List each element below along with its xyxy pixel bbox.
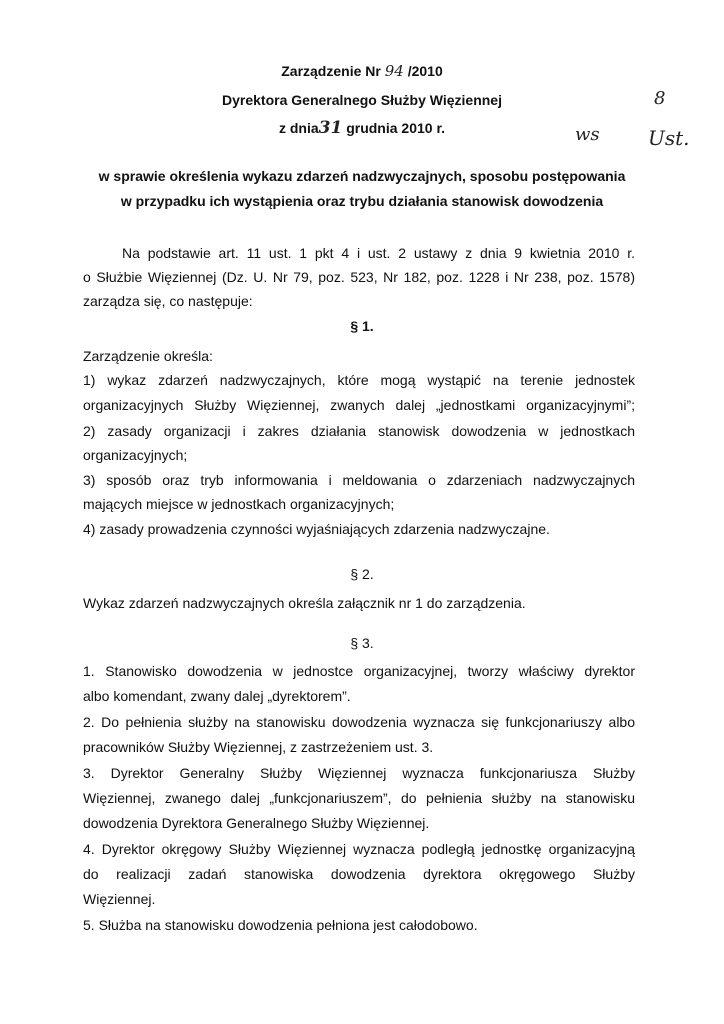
date-line [0,118,724,138]
section-1-item-4: 4) zasady prowadzenia czynności wyjaśniających zdarzenia nadzwyczajne. [83,521,550,537]
section-1-item-2a: 2) zasady organizacji i zakres działania stanowisk dowodzenia w jednostkach [83,423,635,439]
section-1-item-1b: organizacyjnych Służby Więziennej, zwanych dalej „jednostkami organizacyjnymi”; [83,397,635,413]
title-prefix: Zarządzenie Nr [281,63,381,79]
section-3-para-3b: Więziennej, zwanego dalej „funkcjonariuszem”, do pełnienia służby na stanowisku [83,790,635,806]
section-1-item-3b: mających miejsce w jednostkach organizacyjnych; [83,496,395,512]
section-3-para-1a: 1. Stanowisko dowodzenia w jednostce organizacyjnej, tworzy właściwy dyrektor [83,663,635,679]
section-1-intro: Zarządzenie określa: [83,348,213,364]
section-3-heading: § 3. [350,635,374,651]
preamble-line-3: zarządza się, co następuje: [83,293,253,309]
section-2-text: Wykaz zdarzeń nadzwyczajnych określa załącznik nr 1 do zarządzenia. [83,595,526,611]
section-3-para-1b: albo komendant, zwany dalej „dyrektorem”. [83,688,351,704]
subject-line-2: w przypadku ich wystąpienia oraz trybu działania stanowisk dowodzenia [120,193,604,209]
handwritten-day: 31 [318,118,343,138]
section-3-para-4c: Więziennej. [83,891,156,907]
handwritten-number: 94 [384,62,404,80]
section-3-para-4a: 4. Dyrektor okręgowy Służby Więziennej wyznacza podległą jednostkę organizacyjną [83,841,635,857]
preamble-line-1: Na podstawie art. 11 ust. 1 pkt 4 i ust. 2 ustawy z dnia 9 kwietnia 2010 r. [122,245,635,261]
document-title [0,62,724,80]
handwritten-mark-2: ws [575,124,600,145]
section-3-para-2a: 2. Do pełnienia służby na stanowisku dowodzenia wyznacza się funkcjonariuszy albo [83,714,635,730]
section-3-para-2b: pracowników Służby Więziennej, z zastrzeżeniem ust. 3. [83,739,434,755]
title-suffix: /2010 [407,63,443,79]
section-1-item-3a: 3) sposób oraz tryb informowania i meldowania o zdarzeniach nadzwyczajnych [83,472,635,488]
section-3-para-4b: do realizacji zadań stanowiska dowodzenia dyrektora okręgowego Służby [83,866,635,882]
section-1-item-2b: organizacyjnych; [83,447,188,463]
section-2-heading: § 2. [350,566,374,582]
section-1-item-1a: 1) wykaz zdarzeń nadzwyczajnych, które mogą wystąpić na terenie jednostek [83,372,635,388]
section-3-para-3a: 3. Dyrektor Generalny Służby Więziennej wyznacza funkcjonariusza Służby [83,765,635,781]
section-3-para-5: 5. Służba na stanowisku dowodzenia pełniona jest całodobowo. [83,917,478,933]
section-1-heading: § 1. [350,318,374,334]
issuer-line: Dyrektora Generalnego Służby Więziennej [222,92,502,108]
section-3-para-3c: dowodzenia Dyrektora Generalnego Służby Więziennej. [83,815,430,831]
handwritten-mark-1: 8 [654,88,666,109]
preamble-line-2: o Służbie Więziennej (Dz. U. Nr 79, poz. 523, Nr 182, poz. 1228 i Nr 238, poz. 1578) [83,269,635,285]
subject-line-1: w sprawie określenia wykazu zdarzeń nadzwyczajnych, sposobu postępowania [98,168,626,184]
handwritten-mark-3: Ust. [648,126,690,150]
date-suffix: grudnia 2010 r. [346,120,446,136]
date-prefix: z dnia [278,120,319,136]
